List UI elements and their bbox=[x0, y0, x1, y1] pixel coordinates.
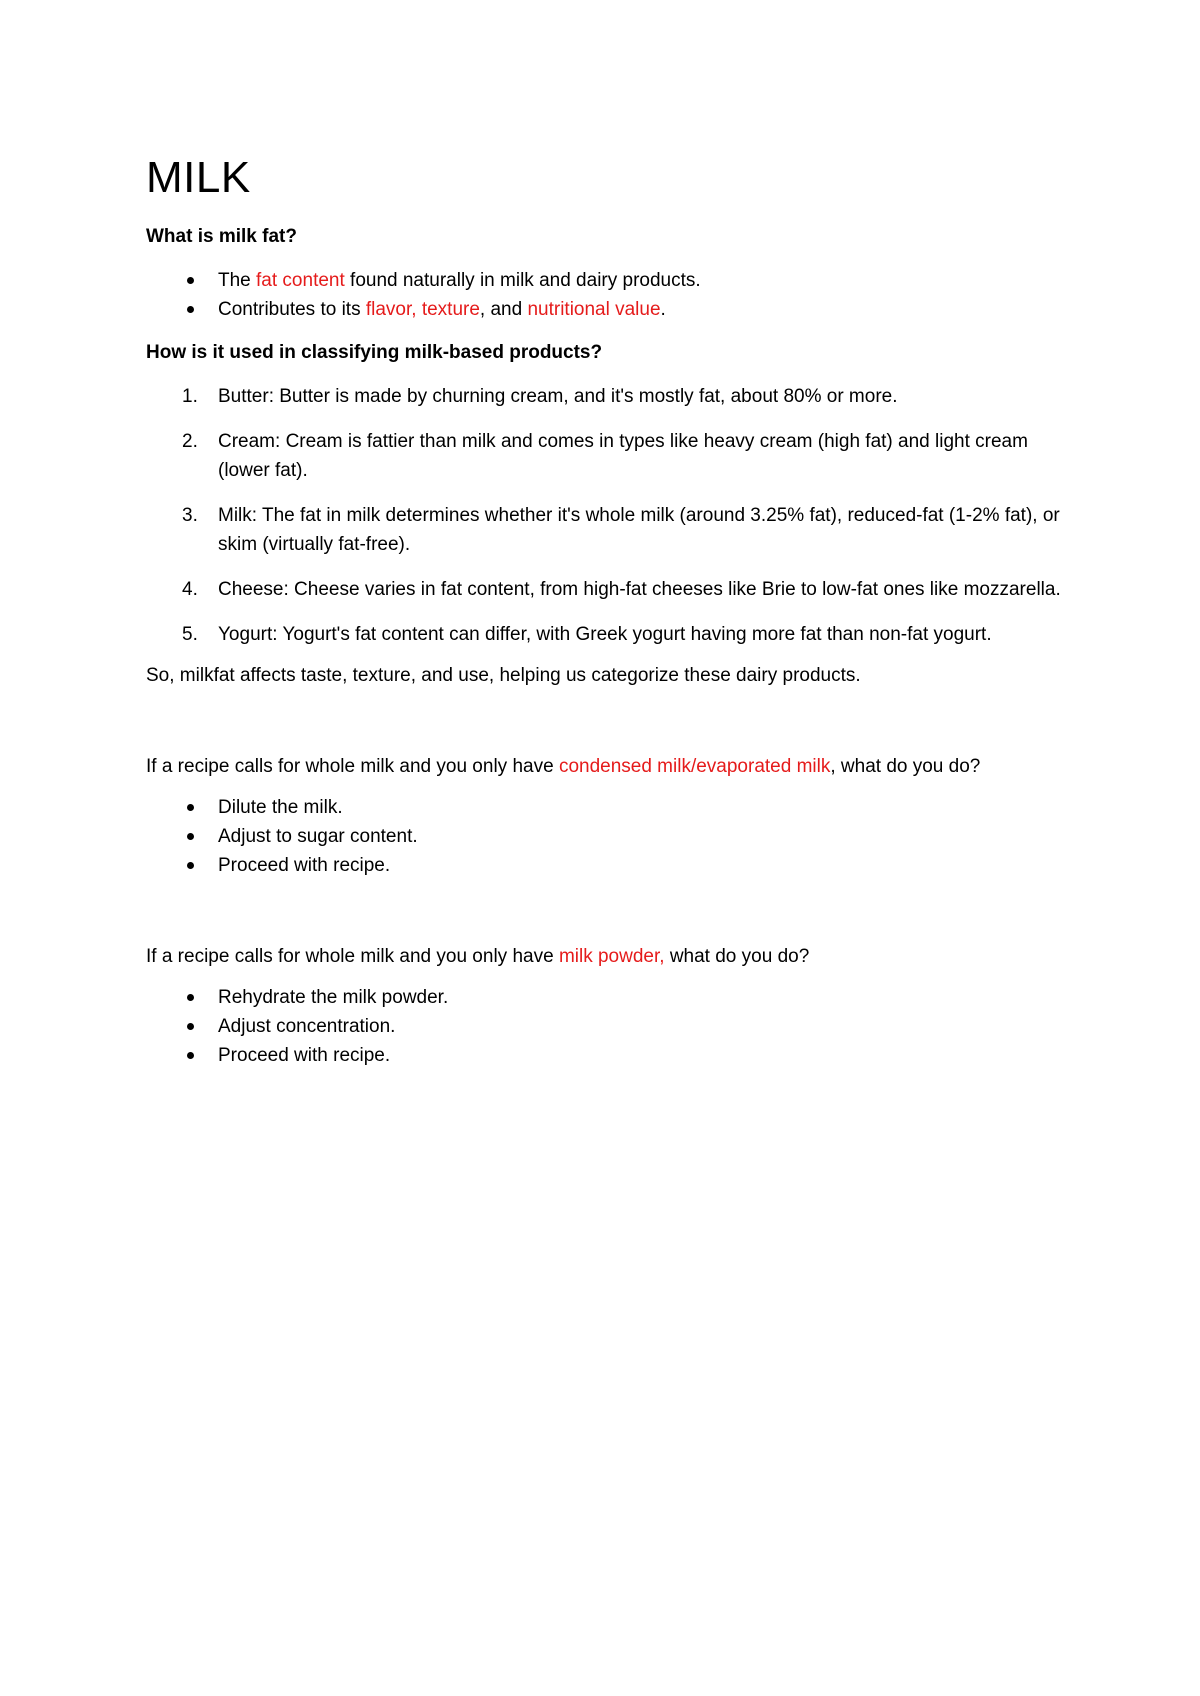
condensed-milk-steps bbox=[146, 793, 1066, 880]
list-item: Dilute the milk. bbox=[146, 793, 1066, 822]
list-number: 4. bbox=[182, 579, 198, 600]
list-item: 3. Milk: The fat in milk determines whether it's whole milk (around 3.25% fat), reduced-fat (1-2% fat), or skim (virtually fat-free). bbox=[146, 501, 1066, 559]
list-item: Proceed with recipe. bbox=[146, 851, 1066, 880]
bullet-icon bbox=[187, 994, 194, 1001]
list-item: 5. Yogurt: Yogurt's fat content can differ, with Greek yogurt having more fat than non-fat yogurt. bbox=[146, 620, 1066, 649]
document-page bbox=[146, 150, 1066, 1070]
highlight-text: nutritional value bbox=[527, 299, 661, 320]
bullet-icon bbox=[187, 833, 194, 840]
highlight-text: milk powder, bbox=[558, 946, 665, 967]
list-item: Adjust concentration. bbox=[146, 1012, 1066, 1041]
list-item: 2. Cream: Cream is fattier than milk and comes in types like heavy cream (high fat) and light cream (lower fat). bbox=[146, 427, 1066, 485]
highlight-text: condensed milk/evaporated milk bbox=[558, 756, 831, 777]
list-item: The fat content found naturally in milk and dairy products. bbox=[146, 266, 1066, 295]
list-item: Proceed with recipe. bbox=[146, 1041, 1066, 1070]
list-number: 5. bbox=[182, 624, 198, 645]
section-heading-classification: How is it used in classifying milk-based products? bbox=[146, 342, 603, 363]
summary-paragraph: So, milkfat affects taste, texture, and use, helping us categorize these dairy products. bbox=[146, 665, 861, 686]
bullet-icon bbox=[187, 306, 194, 313]
bullet-icon bbox=[187, 277, 194, 284]
condensed-milk-question: If a recipe calls for whole milk and you only have condensed milk/evaporated milk, what do you do? bbox=[146, 756, 981, 777]
list-item: 4. Cheese: Cheese varies in fat content, from high-fat cheeses like Brie to low-fat ones like mozzarella. bbox=[146, 575, 1066, 604]
bullet-icon bbox=[187, 1023, 194, 1030]
list-item: Rehydrate the milk powder. bbox=[146, 983, 1066, 1012]
document-title: MILK bbox=[146, 153, 251, 202]
highlight-text: flavor, texture bbox=[365, 299, 480, 320]
list-item: Contributes to its flavor, texture, and nutritional value. bbox=[146, 295, 1066, 324]
milk-fat-bullet-list bbox=[146, 266, 1066, 324]
milk-powder-question: If a recipe calls for whole milk and you only have milk powder, what do you do? bbox=[146, 946, 810, 967]
bullet-icon bbox=[187, 804, 194, 811]
list-item: Adjust to sugar content. bbox=[146, 822, 1066, 851]
list-number: 1. bbox=[182, 386, 198, 407]
classification-numbered-list bbox=[146, 382, 1066, 649]
bullet-icon bbox=[187, 862, 194, 869]
list-number: 3. bbox=[182, 505, 198, 526]
section-heading-milk-fat: What is milk fat? bbox=[146, 226, 297, 247]
highlight-text: fat content bbox=[256, 270, 345, 291]
milk-powder-steps bbox=[146, 983, 1066, 1070]
list-number: 2. bbox=[182, 431, 198, 452]
bullet-icon bbox=[187, 1052, 194, 1059]
list-item: 1. Butter: Butter is made by churning cream, and it's mostly fat, about 80% or more. bbox=[146, 382, 1066, 411]
